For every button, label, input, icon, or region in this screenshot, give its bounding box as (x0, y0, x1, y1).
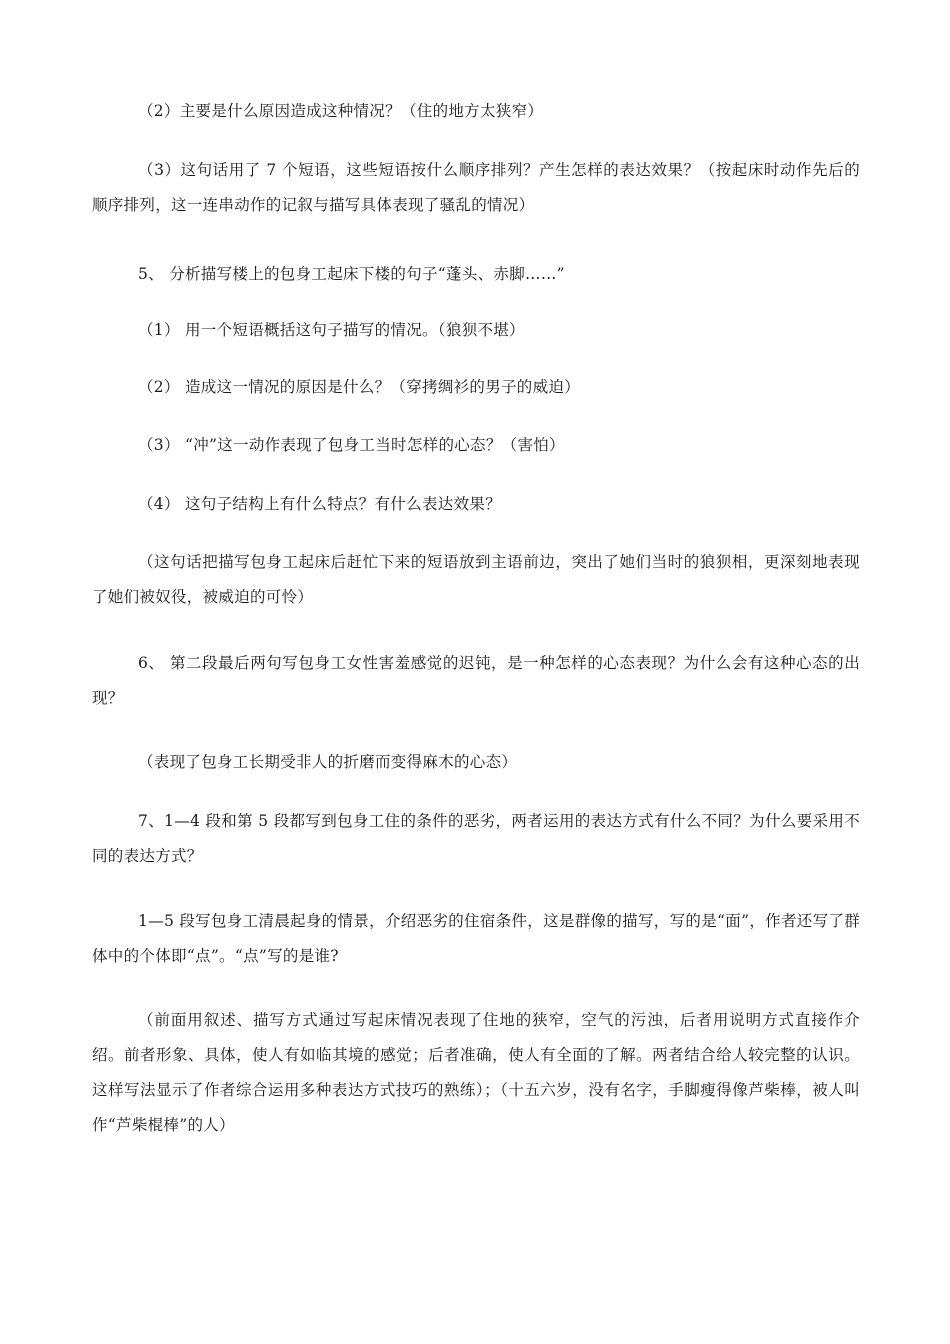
paragraph-item-7: 7、1—4 段和第 5 段都写到包身工住的条件的恶劣，两者运用的表达方式有什么不同？为什么要采用不同的表达方式？ (92, 812, 860, 865)
paragraph-item-5-4: （4） 这句子结构上有什么特点？有什么表达效果？ (138, 495, 501, 513)
paragraph-item-5-1: （1） 用一个短语概括这句子描写的情况。（狼狈不堪） (138, 321, 525, 339)
paragraph-item-5-4-answer: （这句话把描写包身工起床后赶忙下来的短语放到主语前边，突出了她们当时的狼狈相，更深刻地表现了她们被奴役，被威迫的可怜） (92, 553, 860, 606)
paragraph-item-5: 5、 分析描写楼上的包身工起床下楼的句子“蓬头、赤脚……” (138, 265, 565, 283)
paragraph-item-6: 6、 第二段最后两句写包身工女性害羞感觉的迟钝，是一种怎样的心态表现？为什么会有这种心态的出现？ (92, 654, 860, 707)
paragraph-item-6-answer: （表现了包身工长期受非人的折磨而变得麻木的心态） (138, 753, 518, 771)
paragraph-item-7-note: 1—5 段写包身工清晨起身的情景，介绍恶劣的住宿条件，这是群像的描写，写的是“面”，作者还写了群体中的个体即“点”。“点”写的是谁? (92, 912, 860, 965)
paragraph-q2-cause: （2）主要是什么原因造成这种情况？（住的地方太狭窄） (138, 102, 544, 120)
paragraph-item-5-3: （3） “冲”这一动作表现了包身工当时怎样的心态？（害怕） (138, 436, 565, 454)
paragraph-item-5-2: （2） 造成这一情况的原因是什么？（穿拷绸衫的男子的威迫） (138, 378, 580, 396)
paragraph-item-7-answer: （前面用叙述、描写方式通过写起床情况表现了住地的狭窄，空气的污浊，后者用说明方式直接作介绍。前者形象、具体，使人有如临其境的感觉；后者准确，使人有全面的了解。两者结合给人较完整的认识。这样写法显示了作者综合运用多种表达方式技巧的熟练）；（十五六岁，没有名字，手脚瘦得像芦柴棒，被人叫作“芦柴棍棒”的人） (92, 1011, 860, 1134)
paragraph-q3-phrases: （3）这句话用了 7 个短语，这些短语按什么顺序排列？产生怎样的表达效果？（按起床时动作先后的顺序排列，这一连串动作的记叙与描写具体表现了骚乱的情况） (92, 161, 860, 214)
